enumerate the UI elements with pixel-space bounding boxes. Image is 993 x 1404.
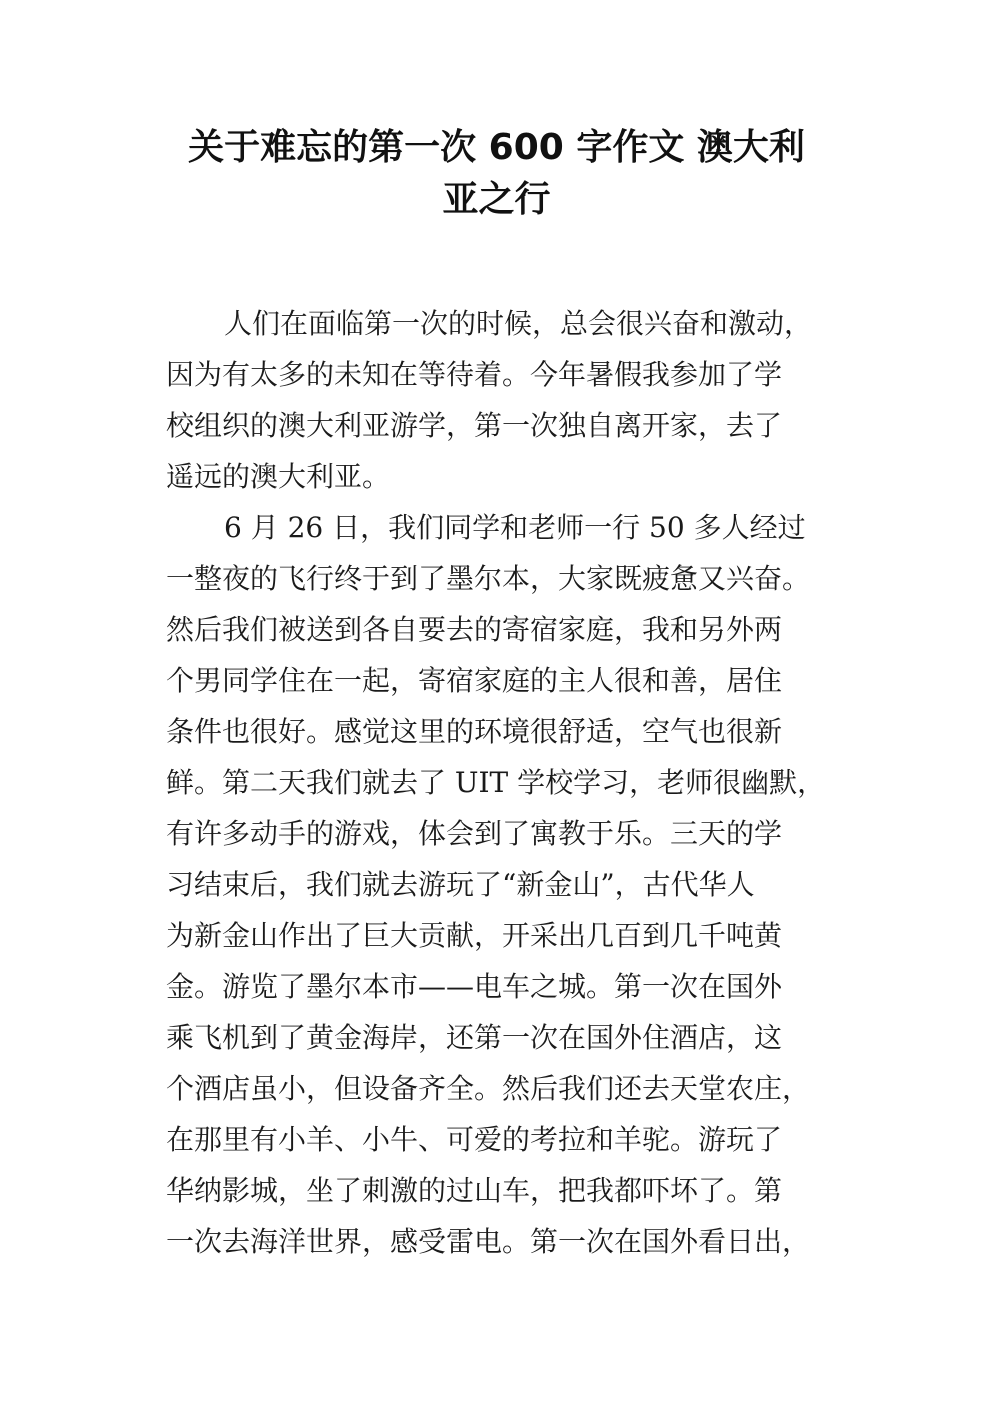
text-line: 一整夜的飞行终于到了墨尔本，大家既疲惫又兴奋。 xyxy=(166,562,811,595)
text-line: 个男同学住在一起，寄宿家庭的主人很和善，居住 xyxy=(166,664,783,697)
paragraph-2 xyxy=(166,502,846,1267)
text-line: 习结束后，我们就去游玩了“新金山”，古代华人 xyxy=(166,868,755,901)
text-line: 乘飞机到了黄金海岸，还第一次在国外住酒店，这 xyxy=(166,1021,783,1054)
text-line: 条件也很好。感觉这里的环境很舒适，空气也很新 xyxy=(166,715,783,748)
text-line: 有许多动手的游戏，体会到了寓教于乐。三天的学 xyxy=(166,817,783,850)
text-line: 因为有太多的未知在等待着。今年暑假我参加了学 xyxy=(166,358,783,391)
paragraph-1 xyxy=(166,298,846,502)
text-line: 6 月 26 日，我们同学和老师一行 50 多人经过 xyxy=(224,511,806,544)
title-line-1: 关于难忘的第一次 600 字作文 澳大利 xyxy=(188,127,805,168)
text-line: 华纳影城，坐了刺激的过山车，把我都吓坏了。第 xyxy=(166,1174,783,1207)
text-line: 遥远的澳大利亚。 xyxy=(166,460,391,493)
document-body xyxy=(166,298,846,1267)
document-title xyxy=(150,122,843,226)
text-line: 金。游览了墨尔本市——电车之城。第一次在国外 xyxy=(166,970,783,1003)
text-line: 人们在面临第一次的时候，总会很兴奋和激动， xyxy=(224,307,813,340)
text-line: 校组织的澳大利亚游学，第一次独自离开家，去了 xyxy=(166,409,783,442)
text-line: 个酒店虽小，但设备齐全。然后我们还去天堂农庄， xyxy=(166,1072,811,1105)
text-line: 为新金山作出了巨大贡献，开采出几百到几千吨黄 xyxy=(166,919,783,952)
text-line: 鲜。第二天我们就去了 UIT 学校学习，老师很幽默， xyxy=(166,766,826,799)
text-line: 然后我们被送到各自要去的寄宿家庭，我和另外两 xyxy=(166,613,783,646)
text-line: 在那里有小羊、小牛、可爱的考拉和羊驼。游玩了 xyxy=(166,1123,783,1156)
title-line-2: 亚之行 xyxy=(442,179,551,220)
text-line: 一次去海洋世界，感受雷电。第一次在国外看日出， xyxy=(166,1225,811,1258)
